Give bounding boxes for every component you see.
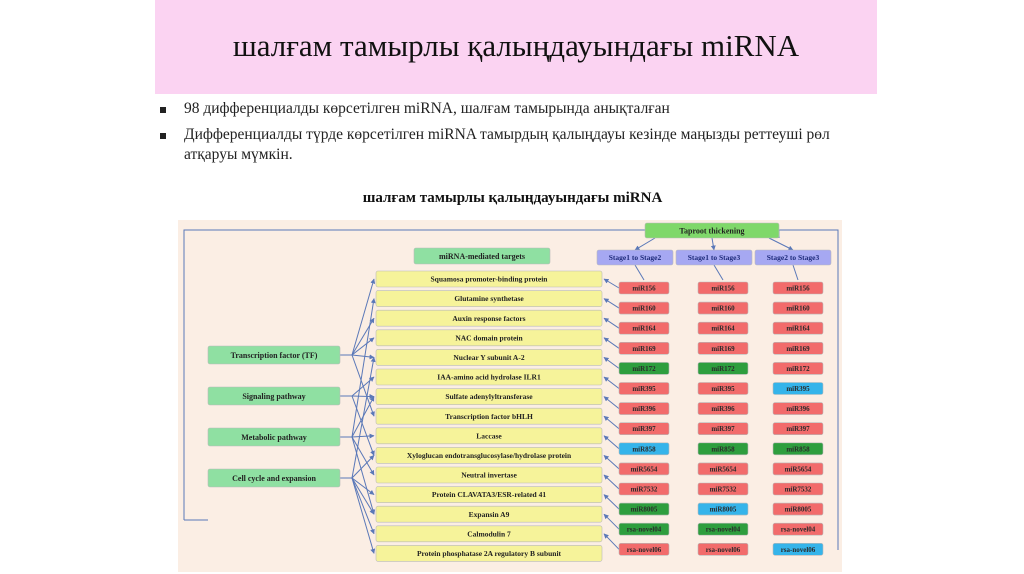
target-9 xyxy=(376,428,602,444)
arrow-category-target xyxy=(352,355,374,357)
mirna-miR172-stage-3 xyxy=(773,362,823,374)
mirna-miR164-stage-1 xyxy=(619,322,669,334)
arrow-mirna-target xyxy=(604,397,619,409)
arrow-taproot-stage1 xyxy=(635,238,655,250)
mirna-miR396-stage-1-label: miR396 xyxy=(632,405,656,414)
stage-column-line xyxy=(714,265,723,280)
mirna-miR160-stage-3 xyxy=(773,302,823,314)
arrow-mirna-target xyxy=(604,514,619,529)
mirna-rsa-novel04-stage-2-label: rsa-novel04 xyxy=(705,525,741,534)
mirna-miR395-stage-1-label: miR395 xyxy=(632,384,656,393)
mirna-miR395-stage-2-label: miR395 xyxy=(711,384,735,393)
category-2 xyxy=(208,387,340,405)
arrow-category-target xyxy=(352,396,374,455)
mirna-miR8005-stage-2-label: miR8005 xyxy=(709,505,737,514)
mirna-miR5654-stage-2 xyxy=(698,463,748,475)
arrow-mirna-target xyxy=(604,416,619,429)
arrow-mirna-target xyxy=(604,318,619,328)
arrow-category-target xyxy=(352,437,374,475)
mirna-miR5654-stage-1 xyxy=(619,463,669,475)
mirna-miR172-stage-1 xyxy=(619,362,669,374)
mirna-miR858-stage-3-label: miR858 xyxy=(786,445,810,454)
target-8 xyxy=(376,408,602,424)
mirna-miR395-stage-2 xyxy=(698,383,748,395)
title-bar xyxy=(155,0,877,94)
mirna-miR172-stage-3-label: miR172 xyxy=(786,364,810,373)
arrow-mirna-target xyxy=(604,377,619,389)
stage-2 xyxy=(676,250,752,265)
bullet-text: Дифференциалды түрде көрсетілген miRNA тамырдың қалыңдауы кезінде маңызды реттеуші рөл атқаруы мүмкін. xyxy=(184,126,830,163)
category-2-label: Signaling pathway xyxy=(242,391,306,401)
target-7 xyxy=(376,389,602,405)
arrow-category-target xyxy=(352,355,374,416)
mirna-miR156-stage-1-label: miR156 xyxy=(632,284,656,293)
bullet-text: 98 дифференциалды көрсетілген miRNA, шалғам тамырында анықталған xyxy=(184,100,670,117)
figure-title: шалғам тамырлы қалыңдауындағы miRNA xyxy=(362,190,663,206)
arrow-mirna-target xyxy=(604,436,619,449)
target-3-label: Auxin response factors xyxy=(452,313,526,323)
mirna-miR396-stage-3-label: miR396 xyxy=(786,405,810,414)
arrow-taproot-stage3 xyxy=(769,238,793,250)
target-5-label: Nuclear Y subunit A-2 xyxy=(453,353,525,363)
targets-header xyxy=(414,248,550,264)
stage-2-label: Stage1 to Stage3 xyxy=(687,253,741,263)
target-2 xyxy=(376,291,602,307)
mirna-miR396-stage-2 xyxy=(698,403,748,415)
mirna-miR5654-stage-1-label: miR5654 xyxy=(630,465,658,474)
target-12-label: Protein CLAVATA3/ESR-related 41 xyxy=(431,490,547,500)
target-7-label: Sulfate adenylyltransferase xyxy=(445,392,533,402)
category-4-label: Cell cycle and expansion xyxy=(232,473,316,483)
mirna-miR397-stage-3 xyxy=(773,423,823,435)
target-8-label: Transcription factor bHLH xyxy=(445,411,533,421)
arrow-mirna-target xyxy=(604,475,619,489)
arrow-category-target xyxy=(352,436,374,437)
target-15 xyxy=(376,545,602,561)
stage-1-label: Stage1 to Stage2 xyxy=(608,253,662,263)
mirna-miR169-stage-3 xyxy=(773,342,823,354)
mirna-miR160-stage-1-label: miR160 xyxy=(632,304,656,313)
category-4 xyxy=(208,469,340,487)
mirna-miR8005-stage-3 xyxy=(773,503,823,515)
mirna-miR397-stage-1 xyxy=(619,423,669,435)
mirna-rsa-novel04-stage-2 xyxy=(698,523,748,535)
bullet-item xyxy=(160,125,880,165)
target-11 xyxy=(376,467,602,483)
target-5 xyxy=(376,349,602,365)
bullet-square-icon xyxy=(160,107,166,113)
mirna-miR396-stage-2-label: miR396 xyxy=(711,405,735,414)
mirna-miR7532-stage-3 xyxy=(773,483,823,495)
target-2-label: Glutamine synthetase xyxy=(454,294,524,304)
mirna-miR160-stage-2-label: miR160 xyxy=(711,304,735,313)
target-10-label: Xyloglucan endotransglucosylase/hydrolase protein xyxy=(406,451,572,461)
mirna-miR172-stage-2 xyxy=(698,362,748,374)
mirna-miR396-stage-1 xyxy=(619,403,669,415)
mirna-rsa-novel04-stage-3 xyxy=(773,523,823,535)
target-1-label: Squamosa promoter-binding protein xyxy=(430,274,548,284)
mirna-rsa-novel06-stage-1 xyxy=(619,543,669,555)
mirna-miR397-stage-3-label: miR397 xyxy=(786,425,810,434)
mirna-rsa-novel06-stage-2-label: rsa-novel06 xyxy=(705,545,741,554)
mirna-diagram xyxy=(178,220,842,572)
mirna-rsa-novel06-stage-3-label: rsa-novel06 xyxy=(780,545,816,554)
mirna-miR169-stage-1 xyxy=(619,342,669,354)
target-14-label: Calmodulin 7 xyxy=(467,529,511,539)
target-1 xyxy=(376,271,602,287)
targets-header-label: miRNA-mediated targets xyxy=(439,251,525,261)
mirna-miR169-stage-3-label: miR169 xyxy=(786,344,810,353)
category-1-label: Transcription factor (TF) xyxy=(230,350,318,360)
mirna-rsa-novel04-stage-3-label: rsa-novel04 xyxy=(780,525,816,534)
mirna-miR7532-stage-1 xyxy=(619,483,669,495)
mirna-miR858-stage-2-label: miR858 xyxy=(711,445,735,454)
mirna-miR160-stage-1 xyxy=(619,302,669,314)
mirna-miR169-stage-2-label: miR169 xyxy=(711,344,735,353)
mirna-miR169-stage-1-label: miR169 xyxy=(632,344,656,353)
mirna-miR164-stage-2-label: miR164 xyxy=(711,324,735,333)
mirna-miR7532-stage-3-label: miR7532 xyxy=(784,485,812,494)
mirna-rsa-novel06-stage-3 xyxy=(773,543,823,555)
category-3-label: Metabolic pathway xyxy=(241,432,307,442)
arrow-category-target xyxy=(352,478,374,553)
taproot-thickening-label: Taproot thickening xyxy=(679,226,745,236)
mirna-miR397-stage-2 xyxy=(698,423,748,435)
taproot-thickening xyxy=(645,223,779,238)
arrow-mirna-target xyxy=(604,495,619,510)
mirna-miR8005-stage-1-label: miR8005 xyxy=(630,505,658,514)
stage-column-line xyxy=(635,265,644,280)
arrow-category-target xyxy=(352,338,374,355)
mirna-miR858-stage-1-label: miR858 xyxy=(632,445,656,454)
mirna-miR8005-stage-3-label: miR8005 xyxy=(784,505,812,514)
mirna-miR7532-stage-1-label: miR7532 xyxy=(630,485,658,494)
mirna-miR172-stage-2-label: miR172 xyxy=(711,364,735,373)
target-4-label: NAC domain protein xyxy=(455,333,523,343)
mirna-rsa-novel06-stage-1-label: rsa-novel06 xyxy=(626,545,662,554)
arrow-category-target xyxy=(352,318,374,355)
arrow-mirna-target xyxy=(604,279,619,288)
arrow-mirna-target xyxy=(604,299,619,309)
stage-1 xyxy=(597,250,673,265)
mirna-miR8005-stage-1 xyxy=(619,503,669,515)
mirna-miR858-stage-3 xyxy=(773,443,823,455)
mirna-miR156-stage-3-label: miR156 xyxy=(786,284,810,293)
target-9-label: Laccase xyxy=(476,431,502,441)
mirna-miR5654-stage-2-label: miR5654 xyxy=(709,465,737,474)
mirna-miR5654-stage-3 xyxy=(773,463,823,475)
target-12 xyxy=(376,487,602,503)
mirna-miR7532-stage-2-label: miR7532 xyxy=(709,485,737,494)
bullet-list xyxy=(160,99,880,171)
mirna-miR156-stage-2 xyxy=(698,282,748,294)
mirna-miR858-stage-2 xyxy=(698,443,748,455)
target-3 xyxy=(376,310,602,326)
arrow-mirna-target xyxy=(604,534,619,550)
mirna-miR164-stage-3-label: miR164 xyxy=(786,324,810,333)
mirna-miR156-stage-3 xyxy=(773,282,823,294)
slide-title: шалғам тамырлы қалыңдауындағы miRNA xyxy=(232,28,800,63)
bullet-item xyxy=(160,99,880,119)
mirna-miR397-stage-2-label: miR397 xyxy=(711,425,735,434)
arrow-category-target xyxy=(352,437,374,514)
arrow-mirna-target xyxy=(604,338,619,349)
arrow-category-target xyxy=(352,396,374,397)
mirna-miR7532-stage-2 xyxy=(698,483,748,495)
target-6-label: IAA-amino acid hydrolase ILR1 xyxy=(437,372,541,382)
diagram-canvas xyxy=(178,220,842,572)
target-15-label: Protein phosphatase 2A regulatory B subunit xyxy=(416,549,562,559)
target-11-label: Neutral invertase xyxy=(461,470,517,480)
mirna-rsa-novel04-stage-1 xyxy=(619,523,669,535)
mirna-miR172-stage-1-label: miR172 xyxy=(632,364,656,373)
mirna-miR858-stage-1 xyxy=(619,443,669,455)
mirna-miR164-stage-1-label: miR164 xyxy=(632,324,656,333)
mirna-miR5654-stage-3-label: miR5654 xyxy=(784,465,812,474)
arrow-category-target xyxy=(352,377,374,396)
target-13 xyxy=(376,506,602,522)
mirna-miR156-stage-1 xyxy=(619,282,669,294)
arrow-mirna-target xyxy=(604,357,619,368)
stage-column-line xyxy=(793,265,798,280)
arrow-taproot-stage2 xyxy=(712,238,714,250)
mirna-miR8005-stage-2 xyxy=(698,503,748,515)
mirna-miR397-stage-1-label: miR397 xyxy=(632,425,656,434)
mirna-miR156-stage-2-label: miR156 xyxy=(711,284,735,293)
target-6 xyxy=(376,369,602,385)
mirna-miR160-stage-3-label: miR160 xyxy=(786,304,810,313)
mirna-miR395-stage-1 xyxy=(619,383,669,395)
arrow-mirna-target xyxy=(604,455,619,469)
target-14 xyxy=(376,526,602,542)
mirna-miR164-stage-3 xyxy=(773,322,823,334)
mirna-rsa-novel04-stage-1-label: rsa-novel04 xyxy=(626,525,662,534)
bullet-square-icon xyxy=(160,133,166,139)
mirna-miR395-stage-3-label: miR395 xyxy=(786,384,810,393)
mirna-miR396-stage-3 xyxy=(773,403,823,415)
mirna-rsa-novel06-stage-2 xyxy=(698,543,748,555)
target-4 xyxy=(376,330,602,346)
stage-3 xyxy=(755,250,831,265)
target-10 xyxy=(376,447,602,463)
mirna-miR164-stage-2 xyxy=(698,322,748,334)
stage-3-label: Stage2 to Stage3 xyxy=(766,253,820,263)
mirna-miR160-stage-2 xyxy=(698,302,748,314)
target-13-label: Expansin A9 xyxy=(468,509,510,519)
category-3 xyxy=(208,428,340,446)
category-1 xyxy=(208,346,340,364)
arrow-category-target xyxy=(352,478,374,514)
mirna-miR395-stage-3 xyxy=(773,383,823,395)
mirna-miR169-stage-2 xyxy=(698,342,748,354)
